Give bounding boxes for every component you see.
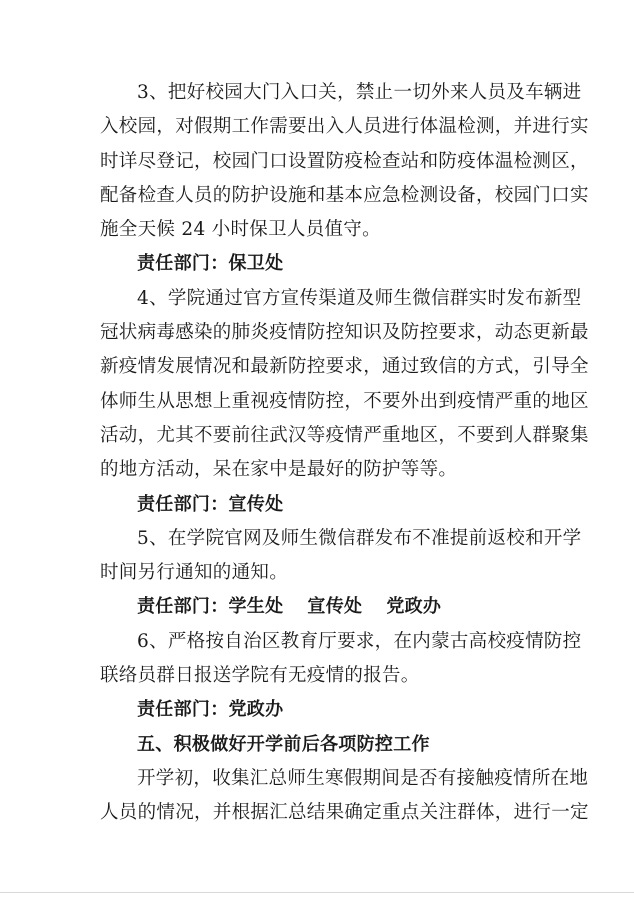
responsible-dept-5-prefix: 责任部门：学生处 (137, 596, 284, 618)
paragraph-7-line-2: 人员的情况，并根据汇总结果确定重点关注群体，进行一定 (100, 802, 589, 824)
paragraph-3-line-5: 施全天候 24 小时保卫人员值守。 (100, 219, 381, 241)
paragraph-3-line-4: 配备检查人员的防护设施和基本应急检测设备，校园门口实 (100, 184, 589, 206)
paragraph-3-line-2: 入校园，对假期工作需要出入人员进行体温检测，并进行实 (100, 116, 589, 138)
paragraph-4-line-3: 新疫情发展情况和最新防控要求，通过致信的方式，引导全 (100, 356, 589, 378)
paragraph-3-line-1: 3、把好校园大门入口关，禁止一切外来人员及车辆进 (137, 82, 582, 103)
responsible-dept-6: 责任部门：党政办 (137, 699, 284, 721)
responsible-dept-5-third: 党政办 (386, 596, 442, 618)
section-heading-5: 五、积极做好开学前后各项防控工作 (137, 733, 430, 755)
paragraph-4-line-6: 的地方活动，呆在家中是最好的防护等等。 (100, 459, 458, 481)
responsible-dept-5 (100, 590, 542, 624)
paragraph-6-line-1: 6、严格按自治区教育厅要求，在内蒙古高校疫情防控 (137, 630, 582, 652)
paragraph-6-line-2: 联络员群日报送学院有无疫情的报告。 (100, 665, 420, 687)
paragraph-4-line-5: 活动，尤其不要前往武汉等疫情严重地区，不要到人群聚集 (100, 424, 589, 446)
paragraph-4-line-4: 体师生从思想上重视疫情防控，不要外出到疫情严重的地区 (100, 390, 589, 412)
page-bottom-divider (0, 892, 634, 893)
paragraph-4-line-1: 4、学院通过官方宣传渠道及师生微信群实时发布新型 (137, 287, 582, 309)
paragraph-5-line-2: 时间另行通知的通知。 (100, 562, 289, 584)
paragraph-4-line-2: 冠状病毒感染的肺炎疫情防控知识及防控要求，动态更新最 (100, 322, 589, 344)
document-page (100, 76, 589, 831)
responsible-dept-3: 责任部门：保卫处 (137, 253, 284, 275)
paragraph-3-line-3: 时详尽登记，校园门口设置防疫检查站和防疫体温检测区， (100, 150, 589, 172)
responsible-dept-4: 责任部门：宣传处 (137, 493, 284, 515)
responsible-dept-5-second: 宣传处 (307, 596, 363, 618)
paragraph-5-line-1: 5、在学院官网及师生微信群发布不准提前返校和开学 (137, 527, 582, 549)
paragraph-7-line-1: 开学初，收集汇总师生寒假期间是否有接触疫情所在地 (137, 767, 589, 789)
